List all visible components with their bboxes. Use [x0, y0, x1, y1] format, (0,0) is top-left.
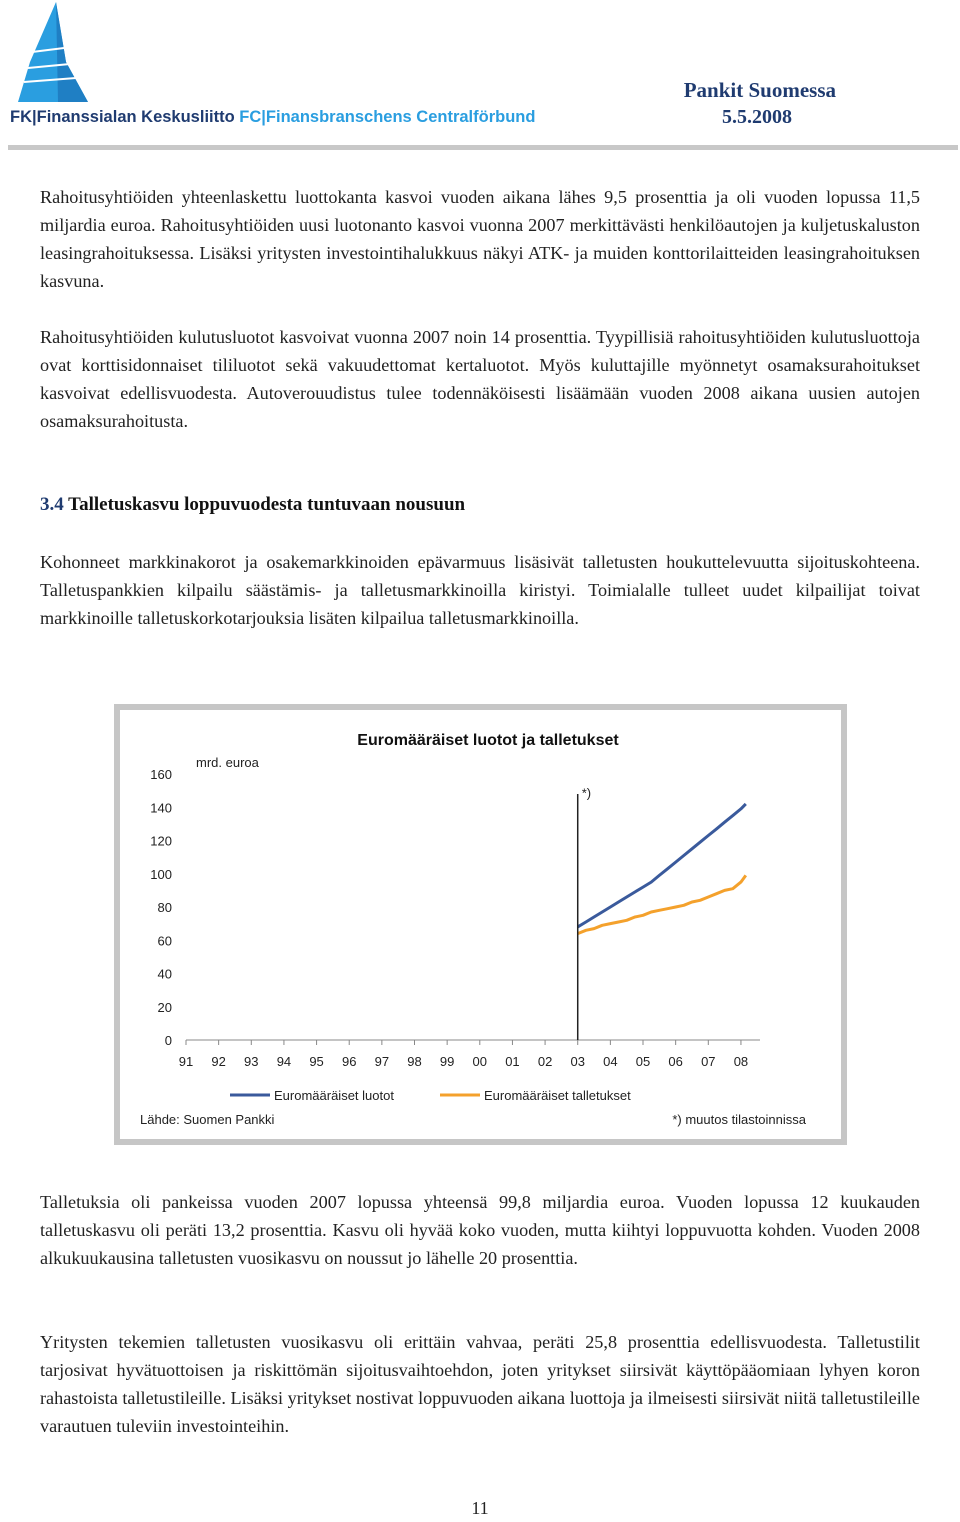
section-paragraph: Kohonneet markkinakorot ja osakemarkkinoiden epävarmuus lisäsivät talletusten houkuttelevuutta sijoituskohteena. Talletuspankkien kilpailu säästämis- ja talletusmarkkinoilla kiristyi. Toimialalle tulleet uudet kilpailijat toivat markkinoille talletuskorkotarjouksia lisäten kilpailua talletusmarkkinoilla.: [40, 552, 920, 628]
section-heading: [40, 494, 465, 516]
y-tick-label: 0: [164, 1033, 172, 1048]
chart-footnote: *) muutos tilastoinnissa: [672, 1112, 806, 1127]
y-tick-label: 40: [157, 966, 172, 982]
publication-date: 5.5.2008: [722, 106, 792, 128]
x-tick-label: 95: [309, 1054, 324, 1069]
y-tick-label: 20: [157, 999, 172, 1015]
page-header: [0, 0, 960, 150]
x-tick-label: 04: [603, 1054, 618, 1069]
header-divider: [8, 145, 958, 150]
org-fk-label: FK: [10, 108, 32, 126]
chart-source: Lähde: Suomen Pankki: [140, 1112, 275, 1127]
x-tick-label: 98: [407, 1054, 422, 1069]
divider: |: [261, 108, 266, 126]
org-fc-name: Finansbranschens Centralförbund: [265, 108, 536, 126]
x-tick-label: 97: [374, 1054, 390, 1069]
x-tick-label: 02: [537, 1054, 553, 1069]
x-tick-label: 05: [635, 1054, 651, 1069]
y-axis-ticks: [150, 767, 172, 1048]
x-tick-label: 00: [472, 1054, 488, 1069]
series-line-deposits: [578, 875, 746, 933]
y-tick-label: 140: [150, 800, 172, 816]
divider: |: [32, 108, 37, 126]
x-tick-label: 94: [276, 1054, 292, 1069]
y-axis-label: mrd. euroa: [196, 755, 259, 770]
org-fc-label: FC: [239, 108, 262, 126]
chart-panel: [120, 710, 841, 1139]
section-title: Talletuskasvu loppuvuodesta tuntuvaan nousuun: [68, 494, 466, 515]
paragraph-1: Rahoitusyhtiöiden yhteenlaskettu luottokanta kasvoi vuoden aikana lähes 9,5 prosenttia ja oli vuoden lopussa 11,5 miljardia euroa. Rahoitusyhtiöiden uusi luotonanto kasvoi vuonna 2007 merkittävästi henkilöautojen ja kuljetuskaluston leasingrahoituksessa. Lisäksi yritysten investointihalukkuus näkyi ATK- ja muiden konttorilaitteiden leasingrahoituksen kasvuna.: [40, 187, 920, 291]
x-tick-label: 01: [505, 1054, 520, 1069]
legend-label-loans: Euromääräiset luotot: [274, 1088, 394, 1103]
page-number: 11: [471, 1498, 489, 1518]
x-tick-label: 91: [178, 1054, 194, 1069]
y-tick-label: 80: [157, 900, 172, 915]
x-tick-label: 93: [244, 1054, 259, 1069]
y-tick-label: 120: [150, 833, 172, 849]
x-tick-label: 96: [341, 1054, 357, 1069]
section-number: 3.4: [40, 494, 64, 515]
organization-name: [10, 108, 535, 127]
org-fk-name: Finanssialan Keskusliitto: [36, 108, 235, 126]
chart-figure: [114, 704, 847, 1145]
paragraph-3: Talletuksia oli pankeissa vuoden 2007 lopussa yhteensä 99,8 miljardia euroa. Vuoden lopussa 12 kuukauden talletuskasvu oli peräti 13,2 prosenttia. Kasvu oli hyvää koko vuoden, mutta kiihtyi loppuvuotta kohden. Vuoden 2008 alkukuukausina talletusten vuosikasvu on noussut jo lähelle 20 prosenttia.: [40, 1192, 920, 1268]
x-axis: [179, 1040, 760, 1069]
paragraph-2: Rahoitusyhtiöiden kulutusluotot kasvoivat vuonna 2007 noin 14 prosenttia. Tyypillisiä rahoitusyhtiöiden kulutusluottoja ovat korttisidonnaiset tililuotot sekä vakuudettomat kertaluotot. Myös kuluttajille myönnetyt osamaksurahoitukset kasvoivat edellisvuodesta. Autoverouudistus tulee todennäköisesti lisäämään vuoden 2008 aikana uusien autojen osamaksurahoitusta.: [40, 327, 920, 431]
paragraph-4: Yritysten tekemien talletusten vuosikasvu oli erittäin vahvaa, peräti 25,8 prosenttia edellisvuodesta. Talletustilit tarjosivat hyvätuottoisen ja riskittömän sijoitusvaihtoehdon, joten yritykset siirsivät käyttöpääomiaan lyhyen koron rahastoista talletustileille. Lisäksi yritykset nostivat loppuvuoden aikana luottoja ja ilmeisesti siirsivät niitä talletustileille varautuen tuleviin investointeihin.: [40, 1332, 920, 1436]
chart-legend: [230, 1088, 631, 1103]
publication-title: Pankit Suomessa: [683, 78, 836, 102]
x-tick-label: 03: [570, 1054, 585, 1069]
legend-label-deposits: Euromääräiset talletukset: [484, 1088, 631, 1103]
x-tick-label: 92: [211, 1054, 226, 1069]
y-tick-label: 60: [157, 933, 172, 949]
fk-logo-icon: [18, 2, 96, 102]
x-tick-label: 07: [701, 1054, 716, 1069]
line-chart: [120, 710, 841, 1139]
x-tick-label: 06: [668, 1054, 683, 1069]
x-tick-label: 08: [733, 1054, 749, 1069]
chart-title: Euromääräiset luotot ja talletukset: [357, 732, 619, 749]
y-tick-label: 160: [150, 767, 172, 782]
x-tick-label: 99: [439, 1054, 455, 1069]
statistics-change-annotation: *): [581, 785, 592, 801]
y-tick-label: 100: [150, 866, 172, 882]
series-lines: [578, 804, 746, 934]
